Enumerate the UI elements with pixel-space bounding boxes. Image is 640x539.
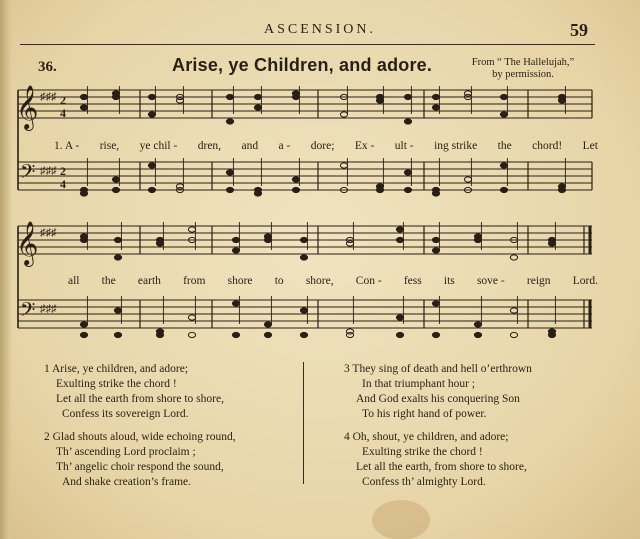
note-head: [500, 94, 507, 99]
note-head: [80, 332, 87, 337]
note-head: [510, 332, 517, 337]
note-head: [500, 187, 507, 192]
note-head: [396, 315, 403, 320]
note-head: [558, 184, 565, 189]
lyric-syllable: ult -: [394, 140, 414, 152]
note-head: [510, 255, 517, 260]
lyric-syllable: all: [68, 275, 80, 287]
note-head: [474, 322, 481, 327]
lyric-syllable: rise,: [99, 140, 120, 152]
verse-line: 2 Glad shouts aloud, wide echoing round,: [44, 431, 236, 443]
note-head: [232, 332, 239, 337]
svg-text:2: 2: [60, 93, 66, 107]
note-head: [376, 98, 383, 103]
note-head: [80, 105, 87, 110]
note-head: [500, 163, 507, 168]
verse-line: And shake creation’s frame.: [62, 476, 192, 488]
note-head: [432, 301, 439, 306]
note-head: [112, 177, 119, 182]
note-head: [292, 177, 299, 182]
note-head: [548, 241, 555, 246]
note-head: [548, 329, 555, 334]
note-head: [148, 187, 155, 192]
lyric-syllable: the: [497, 140, 512, 152]
note-head: [156, 241, 163, 246]
note-head: [226, 187, 233, 192]
note-head: [232, 301, 239, 306]
note-head: [254, 94, 261, 99]
note-head: [264, 234, 271, 239]
note-head: [232, 237, 239, 242]
note-head: [432, 94, 439, 99]
note-head: [376, 184, 383, 189]
note-head: [300, 308, 307, 313]
lyric-syllable: fess: [403, 275, 422, 287]
verse-line: Exulting strike the chord !: [362, 446, 483, 458]
note-head: [300, 237, 307, 242]
note-head: [464, 91, 471, 96]
note-head: [300, 255, 307, 260]
lyric-syllable: Con -: [355, 275, 382, 287]
note-head: [114, 237, 121, 242]
note-head: [464, 177, 471, 182]
lyric-syllable: its: [443, 275, 455, 287]
note-head: [474, 332, 481, 337]
bass-clef-icon: 𝄢: [20, 160, 36, 188]
note-head: [148, 112, 155, 117]
note-head: [80, 322, 87, 327]
note-head: [188, 332, 195, 337]
verse-line: 3 They sing of death and hell o’erthrown: [344, 363, 532, 375]
lyric-syllable: dren,: [197, 140, 222, 152]
note-head: [264, 332, 271, 337]
key-signature-sharps-icon: ♯♯♯: [40, 165, 57, 177]
source-line-2: by permission.: [492, 69, 554, 80]
lyrics-line-2: [18, 275, 598, 289]
lyric-syllable: ing strike: [434, 140, 478, 152]
time-signature-treble-1: [60, 93, 66, 120]
verse-2: [44, 430, 236, 490]
verse-line: In that triumphant hour ;: [362, 378, 476, 390]
note-head: [300, 332, 307, 337]
note-head: [510, 308, 517, 313]
verse-line: Let all the earth from shore to shore,: [56, 393, 224, 405]
note-head: [404, 170, 411, 175]
verse-line: Confess its sovereign Lord.: [62, 408, 189, 420]
note-head: [432, 191, 439, 196]
verse-line: Let all the earth, from shore to shore,: [356, 461, 527, 473]
lyric-syllable: the: [101, 275, 116, 287]
lyric-syllable: reign: [526, 275, 551, 287]
treble-staff-1: [16, 85, 592, 131]
verse-line: 1 Arise, ye children, and adore;: [44, 363, 189, 375]
note-head: [346, 241, 353, 246]
note-head: [254, 105, 261, 110]
treble-clef-icon: 𝄞: [16, 221, 39, 265]
note-head: [254, 191, 261, 196]
note-head: [500, 112, 507, 117]
note-head: [226, 94, 233, 99]
svg-text:4: 4: [60, 106, 66, 120]
verse-line: Exulting strike the chord !: [56, 378, 177, 390]
note-head: [80, 94, 87, 99]
lyric-syllable: earth: [137, 275, 161, 287]
source-line-1: From “ The Hallelujah,”: [471, 57, 575, 68]
header-rule: [20, 44, 595, 45]
note-head: [432, 105, 439, 110]
lyric-syllable: shore,: [305, 275, 334, 287]
time-signature-bass-1: [60, 164, 66, 191]
note-head: [340, 163, 347, 168]
note-head: [404, 119, 411, 124]
note-head: [432, 237, 439, 242]
lyric-syllable: to: [274, 275, 284, 287]
verse-line: 4 Oh, shout, ye children, and adore;: [344, 431, 509, 443]
note-head: [340, 112, 347, 117]
note-head: [396, 332, 403, 337]
verse-3: [344, 362, 532, 422]
note-head: [112, 187, 119, 192]
note-head: [156, 329, 163, 334]
svg-text:4: 4: [60, 177, 66, 191]
hymn-number: 36.: [38, 59, 57, 75]
note-head: [232, 248, 239, 253]
key-signature-sharps-icon: ♯♯♯: [40, 303, 57, 315]
note-head: [264, 322, 271, 327]
lyric-syllable: Lord.: [572, 275, 598, 287]
note-head: [148, 163, 155, 168]
note-head: [346, 329, 353, 334]
note-head: [148, 94, 155, 99]
lyric-syllable: dore;: [310, 140, 335, 152]
musical-score: [0, 80, 640, 342]
verse-line: Th’ angelic choir respond the sound,: [56, 461, 224, 473]
verse-line: Confess th’ almighty Lord.: [362, 476, 486, 488]
lyrics-line-1: [18, 140, 598, 154]
verse-line: To his right hand of power.: [362, 408, 487, 420]
lyric-syllable: Let: [582, 140, 598, 152]
bass-clef-icon: 𝄢: [20, 298, 36, 326]
note-head: [80, 234, 87, 239]
note-head: [188, 315, 195, 320]
note-head: [226, 170, 233, 175]
hymn-title: Arise, ye Children, and adore.: [172, 55, 433, 75]
svg-text:2: 2: [60, 164, 66, 178]
note-head: [114, 255, 121, 260]
note-head: [404, 187, 411, 192]
lyric-syllable: a -: [278, 140, 291, 152]
verse-4: [344, 430, 527, 490]
lyric-syllable: shore: [227, 275, 253, 287]
page-number: 59: [570, 20, 588, 40]
lyric-syllable: and: [241, 140, 259, 152]
note-head: [558, 98, 565, 103]
lyric-syllable: from: [183, 275, 206, 287]
lyric-syllable: ye chil -: [139, 140, 178, 152]
note-head: [112, 91, 119, 96]
treble-clef-icon: 𝄞: [16, 85, 39, 129]
note-head: [188, 227, 195, 232]
verse-1: [44, 362, 224, 422]
note-head: [114, 308, 121, 313]
lyric-syllable: sove -: [476, 275, 505, 287]
note-head: [292, 91, 299, 96]
note-head: [432, 332, 439, 337]
verses-divider: [303, 362, 304, 484]
note-head: [432, 248, 439, 253]
note-head: [80, 191, 87, 196]
source-credit: [452, 57, 594, 81]
verse-line: Th’ ascending Lord proclaim ;: [56, 446, 196, 458]
lyric-syllable: Ex -: [354, 140, 375, 152]
note-head: [396, 227, 403, 232]
key-signature-sharps-icon: ♯♯♯: [40, 91, 57, 103]
lyric-syllable: chord!: [532, 140, 563, 152]
note-head: [176, 184, 183, 189]
verse-line: And God exalts his conquering Son: [356, 393, 520, 405]
note-head: [176, 98, 183, 103]
section-title: ASCENSION.: [263, 22, 377, 37]
note-head: [396, 237, 403, 242]
key-signature-sharps-icon: ♯♯♯: [40, 227, 57, 239]
note-head: [114, 332, 121, 337]
note-head: [226, 119, 233, 124]
note-head: [404, 94, 411, 99]
note-head: [292, 187, 299, 192]
paper-stain: [372, 500, 430, 539]
note-head: [474, 234, 481, 239]
lyric-syllable: 1. A -: [54, 140, 80, 152]
